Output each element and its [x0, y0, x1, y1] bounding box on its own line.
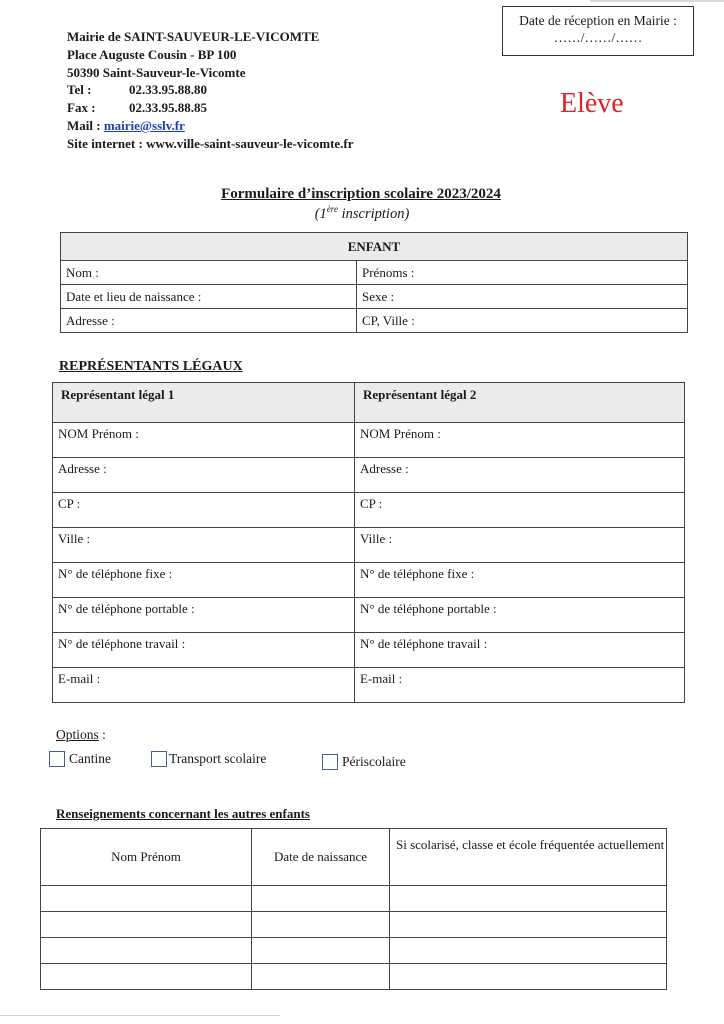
- mairie-postal: 50390 Saint-Sauveur-le-Vicomte: [67, 64, 246, 80]
- cell-ecole[interactable]: [390, 886, 667, 912]
- rep2-ville[interactable]: Ville :: [355, 528, 685, 563]
- mairie-address-block: [67, 28, 354, 153]
- cell-ecole[interactable]: [390, 964, 667, 990]
- form-title-main: Formulaire d’inscription scolaire 2023/2024: [221, 186, 501, 202]
- reception-label: Date de réception en Mairie :: [519, 13, 677, 28]
- checkbox-periscolaire[interactable]: [322, 754, 338, 770]
- mail-label: Mail :: [67, 117, 101, 133]
- col-nom-prenom: Nom Prénom: [41, 829, 252, 886]
- checkbox-transport[interactable]: [151, 751, 167, 767]
- autres-enfants-title: Renseignements concernant les autres enfants: [56, 806, 310, 821]
- col-date-naissance: Date de naissance: [252, 829, 390, 886]
- table-row: [53, 458, 685, 493]
- cell-ecole[interactable]: [390, 912, 667, 938]
- cell-nom[interactable]: [41, 938, 252, 964]
- rep2-tel-travail[interactable]: N° de téléphone travail :: [355, 633, 685, 668]
- rep1-header: Représentant légal 1: [53, 383, 355, 423]
- rep2-nom-prenom[interactable]: NOM Prénom :: [355, 423, 685, 458]
- mairie-fax: [67, 99, 354, 117]
- field-adresse[interactable]: Adresse :: [61, 309, 357, 333]
- cell-date[interactable]: [252, 964, 390, 990]
- form-title-sub: (1ère inscription): [314, 204, 410, 222]
- tel-label: Tel :: [67, 82, 92, 98]
- col-scolarise: Si scolarisé, classe et école fréquentée actuellement: [390, 829, 667, 886]
- rep2-header: Représentant légal 2: [355, 383, 685, 423]
- rep1-tel-travail[interactable]: N° de téléphone travail :: [53, 633, 355, 668]
- option-cantine[interactable]: [49, 751, 111, 767]
- rep1-email[interactable]: E-mail :: [53, 668, 355, 703]
- field-prenoms[interactable]: Prénoms :: [357, 261, 688, 285]
- mairie-site: [67, 135, 354, 153]
- cell-nom[interactable]: [41, 886, 252, 912]
- option-periscolaire-label: Périscolaire: [342, 754, 406, 769]
- options-label: Options :: [56, 727, 106, 742]
- table-row: [53, 598, 685, 633]
- enfant-table: [60, 232, 688, 333]
- cell-ecole[interactable]: [390, 938, 667, 964]
- form-title: [0, 186, 724, 223]
- table-row: [53, 423, 685, 458]
- eleve-badge: Elève: [560, 88, 624, 119]
- table-row: [41, 964, 667, 990]
- rep1-tel-fixe[interactable]: N° de téléphone fixe :: [53, 563, 355, 598]
- scan-edge-bottom: [0, 1015, 280, 1016]
- table-row: [53, 493, 685, 528]
- enfant-header: ENFANT: [61, 233, 688, 261]
- mairie-mail: [67, 117, 354, 135]
- table-row: [61, 309, 688, 333]
- rep2-email[interactable]: E-mail :: [355, 668, 685, 703]
- option-transport-label: Transport scolaire: [169, 751, 267, 766]
- option-cantine-label: Cantine: [69, 751, 111, 766]
- rep1-adresse[interactable]: Adresse :: [53, 458, 355, 493]
- table-row: [53, 633, 685, 668]
- table-row: [53, 528, 685, 563]
- cell-nom[interactable]: [41, 912, 252, 938]
- mairie-address: Place Auguste Cousin - BP 100: [67, 46, 237, 62]
- rep2-tel-fixe[interactable]: N° de téléphone fixe :: [355, 563, 685, 598]
- field-cp-ville[interactable]: CP, Ville :: [357, 309, 688, 333]
- checkbox-cantine[interactable]: [49, 751, 65, 767]
- cell-date[interactable]: [252, 912, 390, 938]
- field-sexe[interactable]: Sexe :: [357, 285, 688, 309]
- fax-label: Fax :: [67, 100, 96, 116]
- rep1-cp[interactable]: CP :: [53, 493, 355, 528]
- option-transport[interactable]: [151, 751, 266, 767]
- rep1-nom-prenom[interactable]: NOM Prénom :: [53, 423, 355, 458]
- rep1-ville[interactable]: Ville :: [53, 528, 355, 563]
- site-value: www.ville-saint-sauveur-le-vicomte.fr: [146, 135, 354, 151]
- reception-date-box: [502, 6, 694, 56]
- fax-value: 02.33.95.88.85: [129, 100, 207, 116]
- scan-edge: [590, 0, 724, 2]
- cell-date[interactable]: [252, 938, 390, 964]
- cell-date[interactable]: [252, 886, 390, 912]
- table-row: [61, 261, 688, 285]
- table-row: [61, 285, 688, 309]
- rep1-tel-portable[interactable]: N° de téléphone portable :: [53, 598, 355, 633]
- field-naissance[interactable]: Date et lieu de naissance :: [61, 285, 357, 309]
- rep2-cp[interactable]: CP :: [355, 493, 685, 528]
- cell-nom[interactable]: [41, 964, 252, 990]
- rep2-adresse[interactable]: Adresse :: [355, 458, 685, 493]
- option-periscolaire[interactable]: [322, 754, 406, 770]
- field-nom[interactable]: Nom :: [61, 261, 357, 285]
- table-row: [41, 886, 667, 912]
- representants-title: REPRÉSENTANTS LÉGAUX: [59, 359, 243, 374]
- mairie-name: Mairie de SAINT-SAUVEUR-LE-VICOMTE: [67, 29, 320, 44]
- table-row: [53, 563, 685, 598]
- mairie-tel: [67, 81, 354, 99]
- autres-enfants-table: [40, 828, 667, 990]
- representants-table: [52, 382, 685, 703]
- mail-link[interactable]: mairie@sslv.fr: [103, 117, 185, 133]
- table-row: [41, 938, 667, 964]
- table-row: [53, 668, 685, 703]
- table-row: [41, 912, 667, 938]
- reception-date-field[interactable]: ……/……/……: [553, 30, 643, 45]
- rep2-tel-portable[interactable]: N° de téléphone portable :: [355, 598, 685, 633]
- site-label: Site internet :: [67, 135, 143, 151]
- tel-value: 02.33.95.88.80: [129, 82, 207, 98]
